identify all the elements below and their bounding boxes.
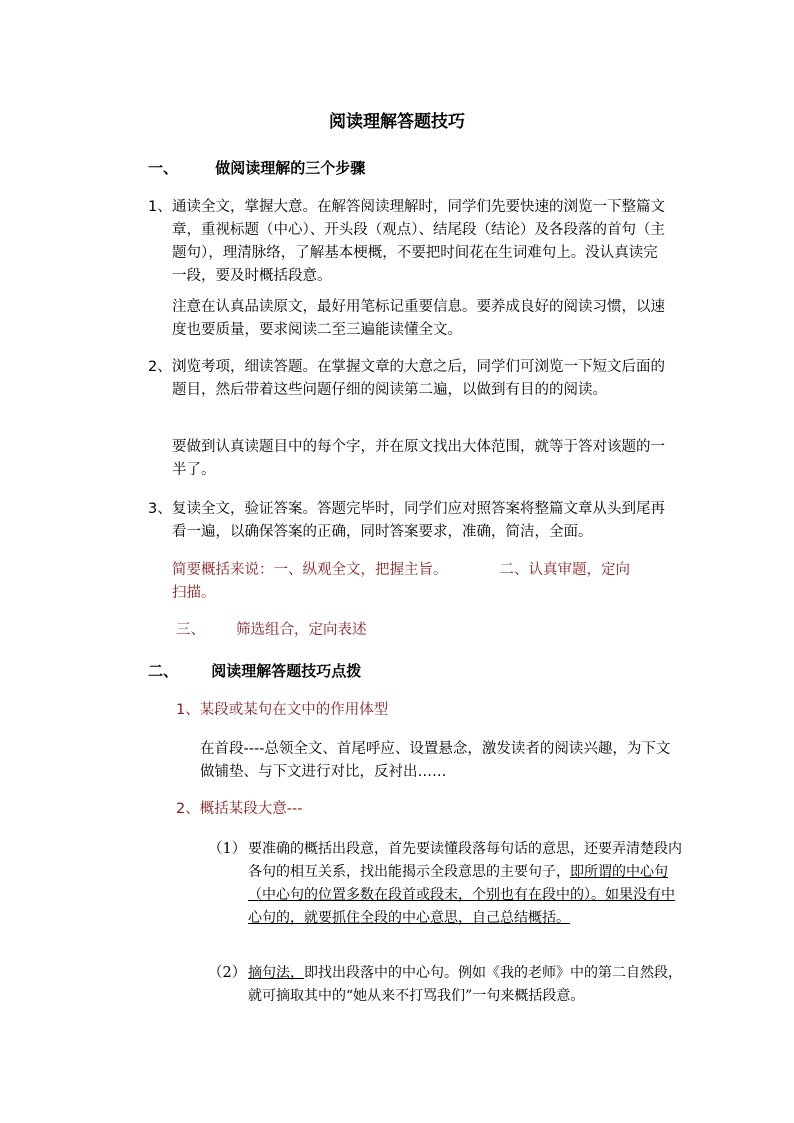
step-item-1-note: 注意在认真品读原文，最好用笔标记重要信息。要养成良好的阅读习惯，以速度也要质量，要求阅读二至三遍能读懂全文。 <box>172 299 665 338</box>
step-item-2 <box>148 356 668 402</box>
section2-title: 阅读理解答题技巧点拨 <box>211 662 362 680</box>
tip-1-title: 1、某段或某句在文中的作用体型 <box>176 702 389 718</box>
tip-2-point-2-underlined: 摘句法， <box>248 965 304 981</box>
section2-number: 二、 <box>148 662 179 680</box>
step-item-2-note: 要做到认真读题目中的每个字，并在原文找出大体范围，就等于答对该题的一半了。 <box>172 439 665 478</box>
summary-third-text: 筛选组合，定向表述 <box>236 622 367 638</box>
step-item-3-marker: 3、 <box>148 501 172 517</box>
tip-2-point-1-marker: （1） <box>208 841 247 857</box>
tip-2-title: 2、概括某段大意--- <box>176 801 303 817</box>
summary-third <box>176 619 367 642</box>
tip-2-point-2-marker: （2） <box>208 965 247 981</box>
document-title: 阅读理解答题技巧 <box>329 112 465 132</box>
section1-heading <box>148 157 365 178</box>
summary-tail: 扫描。 <box>172 585 216 601</box>
tip-1-body: 在首段----总领全文、首尾呼应、设置悬念，激发读者的阅读兴趣，为下文做铺垫、与下文进行对比，反衬出…… <box>200 741 671 780</box>
summary-second: 二、认真审题，定向 <box>499 562 630 578</box>
step-item-3-text: 复读全文，验证答案。答题完毕时，同学们应对照答案将整篇文章从头到尾再看一遍，以确保答案的正确，同时答案要求，准确，简洁，全面。 <box>172 501 665 540</box>
section1-number: 一、 <box>148 159 179 177</box>
summary-third-number: 三、 <box>176 622 205 638</box>
tip-2-point-2 <box>248 962 688 1008</box>
step-item-1 <box>148 196 668 288</box>
step-item-2-marker: 2、 <box>148 359 172 375</box>
tip-2-point-1-plain: 要准确的概括出段意，首先要读懂段落每句话的意思，还要弄清楚段内各句的相互关系，找出能揭示全段意思的主要句子， <box>248 841 682 880</box>
step-item-3 <box>148 498 678 544</box>
step-item-2-text: 浏览考项，细读答题。在掌握文章的大意之后，同学们可浏览一下短文后面的题目，然后带着这些问题仔细的阅读第二遍，以做到有目的的阅读。 <box>172 359 665 398</box>
step-item-1-text: 通读全文，掌握大意。在解答阅读理解时，同学们先要快速的浏览一下整篇文章，重视标题（中心）、开头段（观点）、结尾段（结论）及各段落的首句（主题句），理清脉络，了解基本梗概，不要把时间花在生词难句上。没认真读完一段，要及时概括段意。 <box>172 199 665 284</box>
summary-line <box>172 559 682 605</box>
section2-heading <box>148 660 361 681</box>
tip-2-point-1 <box>248 838 688 930</box>
summary-prefix: 简要概括来说：一、纵观全文，把握主旨。 <box>172 562 448 578</box>
tip-2-point-2-plain: 即找出段落中的中心句。例如《我的老师》中的第二自然段，就可摘取其中的“她从来不打骂我们”一句来概括段意。 <box>248 965 682 1004</box>
section1-title: 做阅读理解的三个步骤 <box>215 159 366 177</box>
tip-2-point-1-underlined: 即所谓的中心句（中心句的位置多数在段首或段末，个别也有在段中的）。如果没有中心句的，就要抓住全段的中心意思，自己总结概括。 <box>248 864 675 926</box>
step-item-1-marker: 1、 <box>148 199 172 215</box>
